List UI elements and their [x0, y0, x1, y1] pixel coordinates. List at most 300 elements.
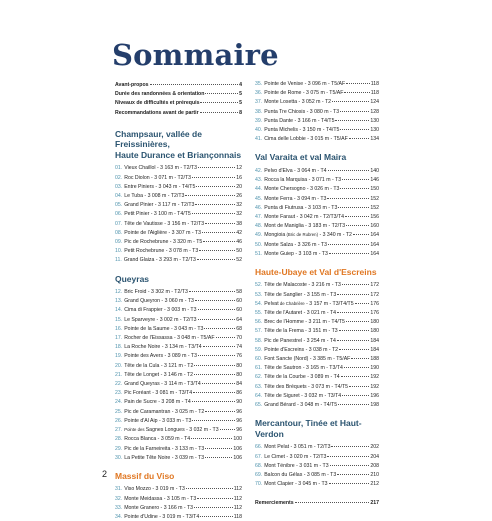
entry-page: 106 — [233, 445, 242, 452]
entry-page: 84 — [236, 381, 242, 388]
entry-page: 112 — [233, 486, 242, 493]
summit-details: - 3 038 m - T2 — [304, 346, 339, 353]
toc-section — [255, 79, 379, 143]
entry-page: 76 — [236, 353, 242, 360]
summit-name: Mont Pelat — [264, 444, 290, 451]
entry-title — [264, 168, 326, 175]
entry-page: 96 — [236, 427, 242, 434]
dot-leader — [198, 314, 236, 320]
entry-number: 25. — [115, 408, 123, 415]
entry-title — [264, 454, 326, 461]
entry-title: Recommandations avant de partir — [115, 109, 199, 116]
entry-number: 38. — [255, 108, 263, 115]
dot-leader — [198, 162, 235, 168]
entry-title — [264, 251, 328, 258]
summit-details: - 3 302 m - T2/T3 — [146, 289, 188, 296]
entry-number: 09. — [115, 238, 123, 245]
toc-entry[interactable] — [115, 453, 242, 462]
summit-name: Monte Losetta — [264, 99, 298, 106]
summit-details: - 3 015 m - T5/AF — [305, 136, 348, 143]
summit-name: Pointe de Venise — [264, 81, 304, 87]
summit-name: Petit Rochebrune — [124, 248, 165, 255]
toc-section — [115, 471, 242, 521]
entry-title — [124, 221, 204, 228]
entry-page: 118 — [370, 81, 379, 87]
dot-leader — [353, 229, 369, 235]
entry-number: 26. — [115, 417, 123, 424]
entry-title — [124, 202, 194, 209]
summit-details: - 3 043 m - T3 — [169, 325, 204, 332]
summit-details: - 3 019 m - T3/T4 — [157, 514, 200, 521]
entry-title — [264, 118, 334, 125]
dot-leader — [203, 236, 235, 242]
summit-details: - 3 039 m - T3 — [170, 454, 205, 461]
summit-details: - 3 100 m - T4/T5 — [149, 211, 191, 218]
summit-name: Monte Meidassa — [124, 495, 163, 502]
summit-details: - 3 043 m - T4/T5 — [153, 183, 196, 190]
entry-title — [124, 193, 184, 200]
entry-page: 5 — [239, 100, 242, 107]
summit-details: - 3 293 m - T2/T3 — [154, 257, 196, 264]
entry-number: 05. — [115, 202, 123, 209]
summit-name: Grand Bérard — [264, 402, 296, 409]
dot-leader — [349, 133, 370, 139]
entry-title — [124, 436, 190, 443]
entry-title: Niveaux de difficultés et prérequis — [115, 100, 200, 107]
entry-title — [264, 374, 339, 381]
toc-entry[interactable] — [255, 400, 379, 409]
summit-name: Mongioia — [264, 232, 286, 239]
toc-column-right — [255, 79, 379, 508]
entry-title — [264, 384, 348, 391]
summit-name: Vieux Chaillol — [124, 165, 156, 172]
entry-page: 172 — [370, 291, 379, 298]
dot-leader — [327, 451, 369, 457]
dot-leader — [339, 325, 370, 331]
summit-details: - 3 052 m - T2 — [297, 99, 332, 106]
entry-page: 202 — [370, 444, 379, 451]
entry-title — [124, 390, 192, 397]
entry-page: 176 — [370, 300, 379, 307]
acknowledgements-entry[interactable] — [255, 498, 379, 507]
summit-details: - 3 183 m - T2/T3 — [303, 223, 346, 230]
entry-page: 112 — [233, 504, 242, 511]
summit-details: - 3 075 m - T5/AF — [301, 90, 344, 97]
entry-page: 217 — [370, 500, 379, 507]
section-title-line: Val Varaita et val Maira — [255, 152, 347, 163]
summit-details: - 3 151 m - T3 — [303, 328, 338, 335]
summit-details: - 3 008 m - T2/T3 — [142, 192, 185, 199]
summit-name: Tête de Sautron — [264, 365, 302, 372]
summit-details: - 3 019 m - T3 — [150, 486, 185, 493]
summit-name: Tête de Longet — [124, 371, 160, 378]
entry-title — [124, 496, 196, 503]
summit-details: - 3 085 m - T3 — [302, 471, 337, 478]
summit-name: Tête de la Frema — [264, 328, 304, 335]
summit-name: Cima di Frappier — [124, 307, 163, 314]
entry-title — [124, 335, 214, 342]
entry-number: 50. — [255, 241, 263, 248]
summit-details: - 3 064 m - T4 — [292, 167, 327, 174]
summit-alias: de Chabrière — [278, 300, 305, 306]
toc-section — [115, 274, 242, 462]
entry-page: 124 — [370, 99, 379, 106]
dot-leader — [150, 79, 239, 85]
entry-number: 12. — [115, 289, 123, 296]
toc-entry[interactable] — [115, 255, 242, 264]
entry-page: 32 — [236, 202, 242, 209]
entry-number: 66. — [255, 444, 263, 451]
summit-name: Balcon du Gélas — [264, 471, 303, 478]
entry-title — [124, 289, 188, 296]
summit-name: Monte Ferra — [264, 195, 293, 202]
section-title-line: Massif du Viso — [115, 470, 175, 481]
entry-page: 180 — [370, 319, 379, 326]
entry-number: 21. — [115, 371, 123, 378]
entry-title — [264, 365, 343, 372]
summit-details: - 3 254 m - T4 — [302, 337, 336, 344]
entry-page: 156 — [370, 213, 379, 220]
summit-name: Pic de Rochebrune — [124, 238, 169, 245]
toc-entry[interactable] — [255, 249, 379, 258]
entry-title — [264, 402, 337, 409]
entry-title — [124, 353, 197, 360]
summit-name: Tête de Malacoste — [264, 282, 307, 289]
summit-details: - 3 094 m - T3 — [292, 195, 327, 202]
dot-leader — [329, 478, 370, 484]
entry-page: 118 — [233, 514, 242, 521]
entry-number: 70. — [255, 481, 263, 488]
section-title — [115, 471, 242, 482]
entry-page: 52 — [236, 257, 242, 264]
entry-number: 08. — [115, 229, 123, 236]
summit-name: Pointe de la Saume — [124, 325, 170, 332]
summit-name: Punta di Fiutrusa — [264, 204, 304, 211]
entry-page: 160 — [370, 223, 379, 230]
summit-name: La Petite Tête Noire — [124, 454, 171, 461]
section-title — [255, 418, 379, 439]
entry-number: 16. — [115, 325, 123, 332]
dot-leader — [186, 483, 233, 489]
entry-page: 12 — [236, 165, 242, 172]
dot-leader — [194, 502, 233, 508]
dot-leader — [199, 245, 235, 251]
dot-leader — [192, 415, 235, 421]
summit-name: Font Sancte (Nord) — [264, 356, 309, 363]
entry-page: 210 — [370, 471, 379, 478]
entry-number: 53. — [255, 291, 263, 298]
entry-number: 01. — [115, 165, 123, 172]
dot-leader — [204, 323, 235, 329]
dot-leader — [345, 211, 369, 217]
entry-page: 74 — [236, 344, 242, 351]
summit-details: - 3 078 m - T3 — [164, 248, 199, 255]
entry-number: 64. — [255, 392, 263, 399]
entry-page: 4 — [239, 82, 242, 88]
entry-number: 11. — [115, 257, 122, 264]
entry-number: 20. — [115, 362, 123, 369]
summit-name: Mont Ténibre — [264, 462, 295, 469]
entry-number: 39. — [255, 117, 263, 124]
entry-number: 56. — [255, 319, 263, 326]
dot-leader — [342, 390, 369, 396]
entry-number: 30. — [115, 454, 123, 461]
summit-name: Tête de Vautisse — [124, 220, 163, 227]
entry-number: 29. — [115, 445, 123, 452]
summit-name: Pic de Panestrel — [264, 337, 302, 344]
entry-page: 146 — [370, 177, 379, 184]
dot-leader — [339, 344, 369, 350]
entry-page: 180 — [370, 328, 379, 335]
toc-section — [255, 152, 379, 258]
dot-leader — [327, 193, 369, 199]
dot-leader — [200, 97, 238, 103]
entry-page: 130 — [370, 127, 379, 134]
page-number: 2 — [102, 469, 108, 479]
dot-leader — [216, 332, 236, 338]
entry-number: 03. — [115, 183, 123, 190]
section-title-line: Haute-Ubaye et Val d'Escreins — [255, 266, 377, 277]
entry-title — [124, 363, 193, 370]
entry-title — [264, 444, 330, 451]
entry-number: 54. — [255, 300, 263, 307]
summit-name: Pic Foréant — [124, 390, 151, 397]
toc-section — [115, 129, 242, 265]
summit-details: - 3 073 m - T4/T5 — [306, 383, 349, 390]
entry-number: 46. — [255, 204, 263, 211]
summit-name: Entre Piniers — [124, 183, 154, 190]
dot-leader — [355, 298, 370, 304]
entry-page: 192 — [370, 383, 379, 390]
entry-page: 152 — [370, 195, 379, 202]
entry-title — [124, 165, 197, 172]
dot-leader — [332, 96, 369, 102]
entry-page: 134 — [370, 136, 379, 143]
summit-name: Punta Tre Chiosis — [264, 108, 306, 115]
summit-details: - 3 156 m - T2/T3 — [162, 220, 205, 227]
entry-page: 164 — [370, 241, 379, 248]
entry-number: 62. — [255, 374, 263, 381]
dot-leader — [200, 107, 239, 113]
entry-page: 58 — [236, 289, 242, 296]
entry-number: 10. — [115, 248, 123, 255]
entry-number: 52. — [255, 282, 263, 289]
summit-name: Pointe d'Escreins — [264, 346, 305, 353]
section-title-line: Haute Durance et Briançonnais — [115, 149, 242, 160]
summit-name: Punta Michelis — [264, 127, 298, 134]
summit-details: - 3 155 m - T3 — [302, 291, 337, 298]
toc-entry[interactable] — [115, 512, 242, 521]
section-title — [255, 152, 379, 163]
dot-leader — [200, 511, 232, 517]
dot-leader — [220, 424, 236, 430]
summit-name: La Roche Noire — [124, 344, 161, 351]
summit-name: Pointe d'Udine — [124, 514, 158, 521]
summit-name: Pelvo d'Elva — [264, 167, 293, 174]
section-title — [255, 267, 379, 278]
entry-page: 140 — [370, 167, 379, 174]
entry-number: 17. — [115, 335, 123, 342]
summit-name: Le Cimet — [264, 453, 285, 460]
entry-number: 49. — [255, 232, 263, 239]
entry-page: 16 — [236, 174, 242, 181]
toc-entry[interactable] — [255, 134, 379, 143]
entry-page: 128 — [370, 108, 379, 115]
toc-entry[interactable] — [255, 479, 379, 488]
dot-leader — [202, 378, 235, 384]
summit-details: - 3 340 m - T2 — [318, 232, 352, 239]
summit-name: Tête de la Courbe — [264, 374, 306, 381]
entry-page: 80 — [236, 362, 242, 369]
dot-leader — [344, 87, 369, 93]
entry-number: 28. — [115, 436, 123, 443]
summit-details: - 3 026 m - T3 — [305, 186, 340, 193]
entry-page: 176 — [370, 310, 379, 317]
intro-list — [115, 80, 242, 117]
entry-number: 19. — [115, 353, 123, 360]
entry-number: 55. — [255, 310, 263, 317]
entry-page: 106 — [233, 454, 242, 461]
entry-title — [124, 372, 193, 379]
entry-title — [124, 446, 204, 453]
entry-page: 5 — [239, 91, 242, 98]
entry-number: 60. — [255, 356, 263, 363]
dot-leader — [340, 124, 369, 130]
entry-number: 15. — [115, 316, 123, 323]
entry-number: 02. — [115, 174, 123, 181]
entry-page: 164 — [370, 232, 379, 239]
summit-details: - 3 117 m - T2/T3 — [153, 202, 195, 209]
entry-page: 184 — [370, 346, 379, 353]
summit-details: - 3 103 m - T3 — [303, 204, 338, 211]
entry-title — [124, 307, 196, 314]
summit-details: - 3 146 m - T2 — [159, 371, 194, 378]
entry-title — [264, 310, 336, 317]
summit-details: - 3 045 m - T3 — [293, 481, 328, 488]
summit-name: Pointe d'Al Aip — [124, 417, 158, 424]
summit-details: - 3 025 m - T2 — [170, 408, 205, 415]
summit-name: Punta Dante — [264, 117, 294, 124]
dot-leader — [198, 304, 236, 310]
dot-leader — [337, 335, 369, 341]
dot-leader — [205, 452, 232, 458]
dot-leader — [335, 115, 369, 121]
summit-details: - 3 042 m - T2/T3/T4 — [295, 213, 344, 220]
entry-number: 59. — [255, 346, 263, 353]
summit-details: - 3 080 m - T3 — [305, 108, 340, 115]
entry-title — [264, 292, 336, 299]
entry-number: 57. — [255, 328, 263, 335]
entry-title — [124, 211, 191, 218]
summit-name: Cima delle Lobbie — [264, 136, 306, 143]
entry-page: 26 — [236, 192, 242, 199]
entry-title — [124, 298, 194, 305]
dot-leader — [203, 341, 236, 347]
summit-details: - 3 211 m - T4/T5 — [303, 319, 345, 326]
entry-page: 86 — [236, 390, 242, 397]
entry-title — [264, 472, 336, 479]
summit-details: - 3 060 m - T3 — [159, 298, 194, 305]
summit-alias: (Bric de Rubren) — [285, 232, 318, 238]
section-title-line: Queyras — [115, 273, 150, 284]
dot-leader — [295, 497, 370, 503]
intro-entry[interactable] — [115, 108, 242, 117]
summit-details: - 3 165 m - T3/T4 — [301, 365, 343, 372]
entry-title — [124, 514, 199, 521]
entry-page: 112 — [233, 495, 242, 502]
entry-page: 208 — [370, 462, 379, 469]
entry-page: 196 — [370, 392, 379, 399]
entry-page: 198 — [370, 402, 379, 409]
entry-page: 172 — [370, 282, 379, 289]
summit-details: - 3 307 m - T3 — [167, 229, 201, 236]
entry-prefix: Pointe des — [124, 427, 146, 433]
summit-details: - 3 051 m - T2/T3 — [289, 444, 331, 451]
summit-details: - 3 326 m - T3 — [293, 241, 327, 248]
summit-details: - 3 121 m - T2 — [159, 362, 194, 369]
dot-leader — [330, 460, 370, 466]
summit-name: Pic de Caramantran — [124, 408, 171, 415]
dot-leader — [341, 371, 370, 377]
summit-details: - 3 133 m - T3 — [170, 445, 205, 452]
entry-page: 42 — [236, 229, 242, 236]
entry-number: 63. — [255, 383, 263, 390]
summit-name: Grand Glaiza — [123, 257, 155, 264]
summit-details: - 3 071 m - T3 — [307, 177, 342, 184]
dot-leader — [331, 441, 369, 447]
entry-title — [264, 463, 328, 470]
entry-page: 164 — [370, 250, 379, 257]
entry-number: 14. — [115, 307, 123, 314]
entry-page: 190 — [370, 365, 379, 372]
summit-name: Petit Pinier — [124, 211, 150, 218]
section-title — [115, 129, 242, 161]
entry-title — [264, 242, 327, 249]
entry-number: 35. — [255, 81, 263, 87]
dot-leader — [197, 254, 235, 260]
summit-name: Pain de Sucre — [124, 399, 157, 406]
summit-name: Viso Mozzo — [124, 486, 151, 493]
entry-page: 46 — [236, 238, 242, 245]
section-title-line: Champsaur, vallée de Freissinières, — [115, 128, 202, 150]
dot-leader — [195, 199, 235, 205]
entry-title — [124, 230, 201, 237]
entry-number: 24. — [115, 399, 123, 406]
entry-number: 04. — [115, 192, 123, 199]
dot-leader — [349, 381, 369, 387]
summit-details: - 3 096 m - T5/AF — [303, 81, 346, 87]
entry-title — [124, 486, 185, 493]
entry-page: 80 — [236, 371, 242, 378]
entry-title — [124, 257, 196, 264]
summit-details: - 3 166 m - T3 — [159, 504, 194, 511]
entry-number: 07. — [115, 220, 123, 227]
entry-page: 150 — [370, 186, 379, 193]
entry-page: 64 — [236, 316, 242, 323]
entry-number: 13. — [115, 298, 123, 305]
summit-name: Grand Queyras — [124, 381, 160, 388]
dot-leader — [344, 362, 370, 368]
dot-leader — [205, 88, 238, 94]
summit-name: Monte Salza — [264, 241, 294, 248]
section-title-line: Mercantour, Tinée et Haut-Verdon — [255, 418, 362, 439]
summit-name: Pointe de Rome — [264, 90, 302, 97]
dot-leader — [194, 369, 235, 375]
dot-leader — [205, 218, 235, 224]
entry-number: 61. — [255, 365, 263, 372]
entry-title — [264, 214, 344, 221]
entry-page: 8 — [239, 109, 242, 116]
